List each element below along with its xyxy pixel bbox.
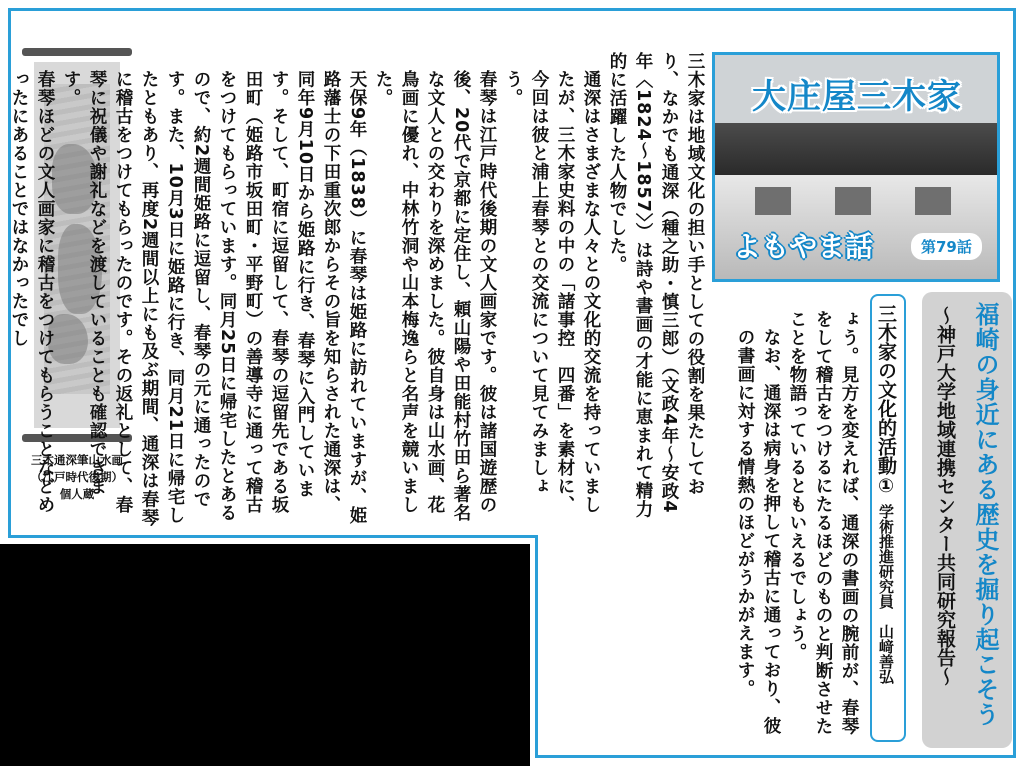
paragraph: 通深はさまざまな人々との文化的交流を持っていましたが、三木家史料の中の「諸事控 四番」を素材に、今回は彼と浦上春琴との交流について見てみましょう。 xyxy=(503,69,601,514)
paragraph: 春琴は江戸時代後期の文人画家です。彼は諸国遊歴の後、20代で京都に定住し、頼山陽や田能村竹田ら著名な文人との交わりを深めました。彼自身は山水画、花鳥画に優れ、中林竹洞や山本梅逸らと名声を競いました。 xyxy=(373,69,497,522)
caption-line: 個人蔵 xyxy=(59,487,95,501)
series-heading xyxy=(922,292,1012,748)
series-title: 福崎の身近にある歴史を掘り起こそう xyxy=(971,302,999,727)
author-line: 学術推進研究員 山﨑善弘 xyxy=(877,504,895,684)
article-body-right xyxy=(544,310,862,750)
caption-line: （江戸時代後期） xyxy=(31,470,123,484)
house-photo xyxy=(715,123,997,175)
paragraph: 春琴ほどの文人画家に稽古をつけてもらうことなどめったにあることではなかったでし xyxy=(9,69,55,514)
series-logo-title: 大庄屋三木家 xyxy=(752,77,962,117)
series-logo-sub: よもやま話 xyxy=(733,230,874,263)
paragraph: ょう。見方を変えれば、通深の書画の腕前が、春琴をして稽古をつけるにたるほどのものと判断させたことを物語っているともいえるでしょう。 xyxy=(787,310,859,736)
topic-heading xyxy=(866,294,906,738)
paragraph: 三木家は地域文化の担い手としての役割を果たしており、なかでも通深（種之助・慎三郎）（文政4年～安政4年〈1824～1857〉）は詩や書画の才能に恵まれて精力的に活躍した人物でした。 xyxy=(607,52,705,519)
caption-line: 三木通深筆山水画 xyxy=(31,453,123,467)
paragraph: 天保9年（1838）に春琴は姫路に訪れていますが、姫路藩士の下田重次郎からその旨を知らされた通深は、同年9月10日から姫路に行き、春琴に入門しています。そして、町宿に逗留して、春琴の逗留先である坂田町（姫路市坂田町・平野町）の善導寺に通って稽古をつけてもらっています。同月25日に帰宅したとあるので、約2週間姫路に逗留し、春琴の元に通ったのです。また、10月3日に姫路に行き、同月21日に帰宅したともあり、再度2週間以上にも及ぶ期間、通深は春琴に稽古をつけてもらったのです。その返礼として、春琴に祝儀や謝礼などを渡していることも確認できます。 xyxy=(61,69,367,527)
frame-step xyxy=(535,535,538,758)
frame-top xyxy=(8,8,1016,11)
topic-title: 三木家の文化的活動① xyxy=(875,304,897,497)
title-box xyxy=(712,52,1000,282)
series-subtitle: ～神戸大学地域連携センター共同研究報告～ xyxy=(934,306,956,686)
episode-badge: 第79話 xyxy=(911,233,982,260)
frame-bottom xyxy=(535,755,1016,758)
frame-mid-bottom xyxy=(8,535,538,538)
paragraph: なお、通深は病身を押して稽古に通っており、彼の書画に対する情熱のほどがうかがえます。 xyxy=(735,327,781,735)
frame-right xyxy=(1013,8,1016,758)
